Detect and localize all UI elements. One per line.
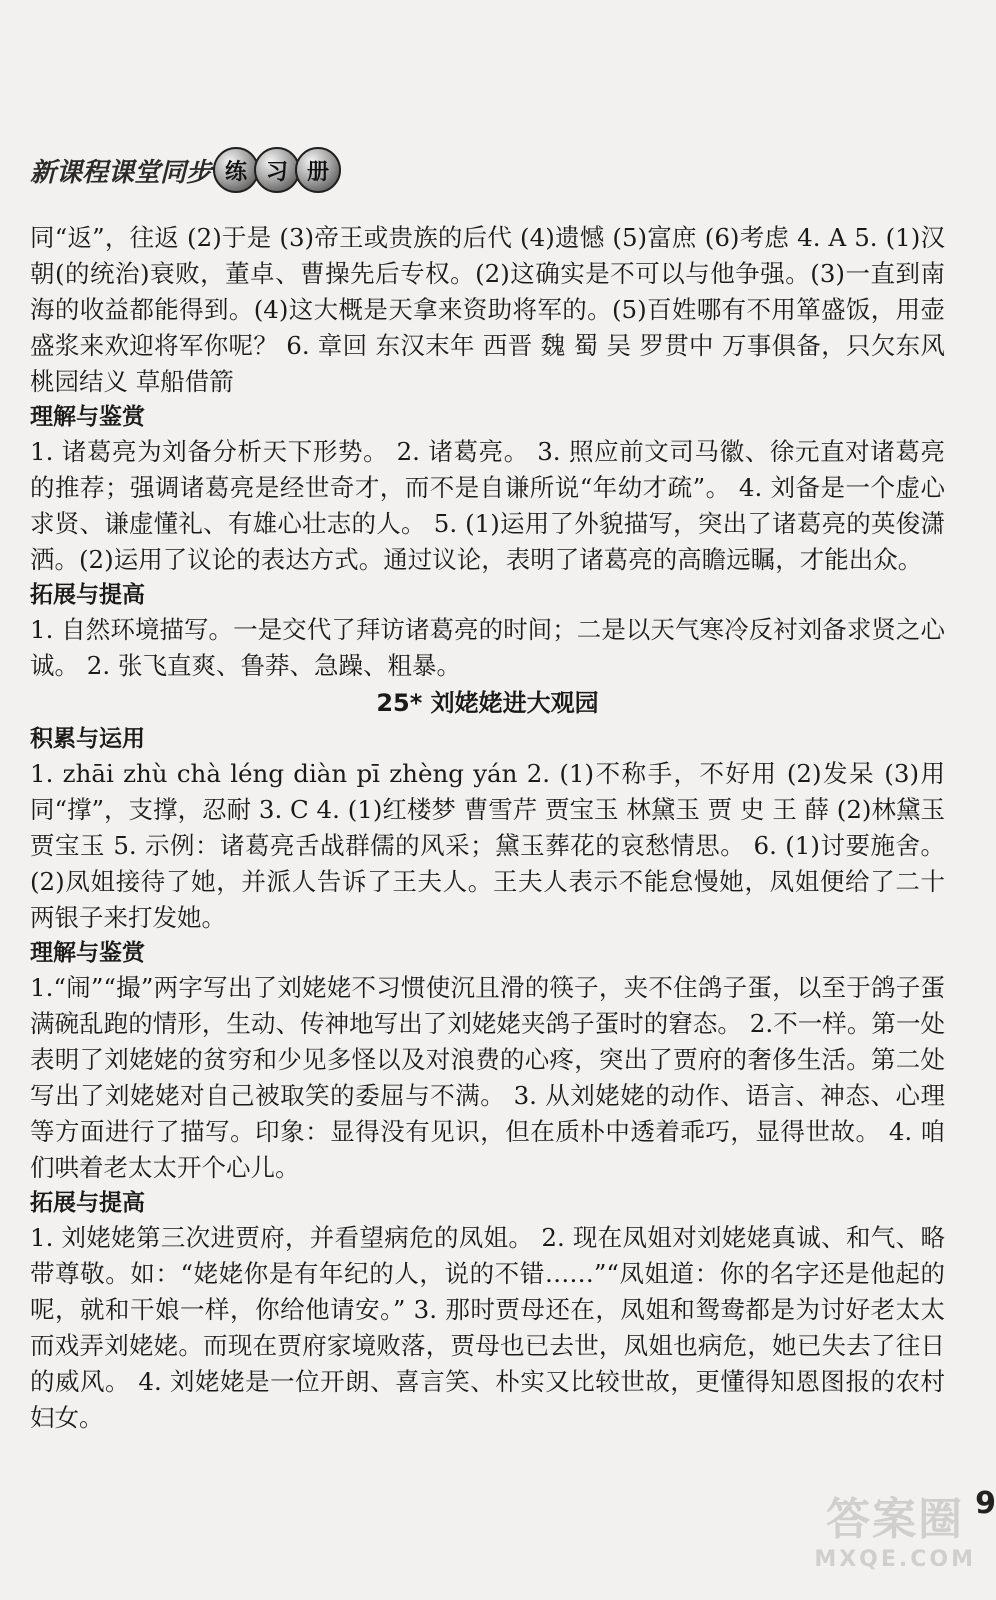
section-heading-accumulation: 积累与运用 — [30, 726, 145, 752]
answer-paragraph-3: 1. 自然环境描写。一是交代了拜访诸葛亮的时间；二是以天气寒冷反衬刘备求贤之心诚。 2. 张飞直爽、鲁莽、急躁、粗暴。 — [30, 615, 945, 680]
section-heading-extension-2: 拓展与提高 — [30, 1190, 145, 1216]
watermark-logo-text: 答案圈 — [826, 1494, 965, 1545]
site-watermark — [814, 1483, 976, 1572]
logo-bubble-3: 册 — [295, 147, 341, 193]
answer-paragraph-1: 同“返”，往返 (2)于是 (3)帝王或贵族的后代 (4)遗憾 (5)富庶 (6)考虑 4. A 5. (1)汉朝(的统治)衰败，董卓、曹操先后专权。(2)这确实是不可以与他争强。(3)一直到南海的收益都能得到。(4)这大概是天拿来资助将军的。(5)百姓哪有不用箪盛饭，用壶盛浆来欢迎将军你呢？ 6. 章回 东汉末年 西晋 魏 蜀 吴 罗贯中 万事俱备，只欠东风 桃园结义 草船借箭 — [30, 223, 945, 396]
section-heading-understanding-2: 理解与鉴赏 — [30, 940, 145, 966]
answer-paragraph-4: 1. zhāi zhù chà léng diàn pī zhèng yán 2. (1)不称手，不好用 (2)发呆 (3)用同“撑”，支撑，忍耐 3. C 4. (1)红楼梦 曹雪芹 贾宝玉 林黛玉 贾 史 王 薛 (2)林黛玉 贾宝玉 5. 示例：诸葛亮舌战群儒的风采；黛玉葬花的哀愁情思。 6. (1)讨要施舍。 (2)凤姐接待了她，并派人告诉了王夫人。王夫人表示不能怠慢她，凤姐便给了二十两银子来打发她。 — [30, 759, 945, 932]
answer-paragraph-6: 1. 刘姥姥第三次进贾府，并看望病危的凤姐。 2. 现在凤姐对刘姥姥真诚、和气、略带尊敬。如：“姥姥你是有年纪的人，说的不错……”“凤姐道：你的名字还是他起的呢，就和干娘一样，你给他请安。” 3. 那时贾母还在，凤姐和鸳鸯都是为讨好老太太而戏弄刘姥姥。而现在贾府家境败落，贾母也已去世，凤姐也病危，她已失去了往日的威风。 4. 刘姥姥是一位开朗、喜言笑、朴实又比较世故，更懂得知恩图报的农村妇女。 — [30, 1223, 945, 1432]
workbook-logo — [218, 147, 341, 193]
book-header — [30, 140, 341, 200]
lesson-title: 25* 刘姥姥进大观园 — [376, 689, 599, 717]
answer-paragraph-2: 1. 诸葛亮为刘备分析天下形势。 2. 诸葛亮。 3. 照应前文司马徽、徐元直对诸葛亮的推荐；强调诸葛亮是经世奇才，而不是自谦所说“年幼才疏”。 4. 刘备是一个虚心求贤、谦虚懂礼、有雄心壮志的人。 5. (1)运用了外貌描写，突出了诸葛亮的英俊潇洒。(2)运用了议论的表达方式。通过议论，表明了诸葛亮的高瞻远瞩，才能出众。 — [30, 437, 945, 574]
section-heading-extension-1: 拓展与提高 — [30, 582, 145, 608]
logo-bubble-1: 练 — [213, 147, 259, 193]
watermark-url: MXQE.COM — [814, 1547, 976, 1572]
book-series-title: 新课程课堂同步 — [30, 157, 213, 188]
section-heading-understanding-1: 理解与鉴赏 — [30, 404, 145, 430]
answer-paragraph-5: 1.“闹”“撮”两字写出了刘姥姥不习惯使沉且滑的筷子，夹不住鸽子蛋，以至于鸽子蛋满碗乱跑的情形，生动、传神地写出了刘姥姥夹鸽子蛋时的窘态。 2.不一样。第一处表明了刘姥姥的贫穷和少见多怪以及对浪费的心疼，突出了贾府的奢侈生活。第二处写出了刘姥姥对自己被取笑的委屈与不满。 3. 从刘姥姥的动作、语言、神态、心理等方面进行了描写。印象：显得没有见识，但在质朴中透着乖巧，显得世故。 4. 咱们哄着老太太开个心儿。 — [30, 973, 945, 1182]
page-number: 9 — [975, 1486, 996, 1521]
logo-bubble-2: 习 — [254, 147, 300, 193]
answer-content — [30, 220, 945, 1436]
